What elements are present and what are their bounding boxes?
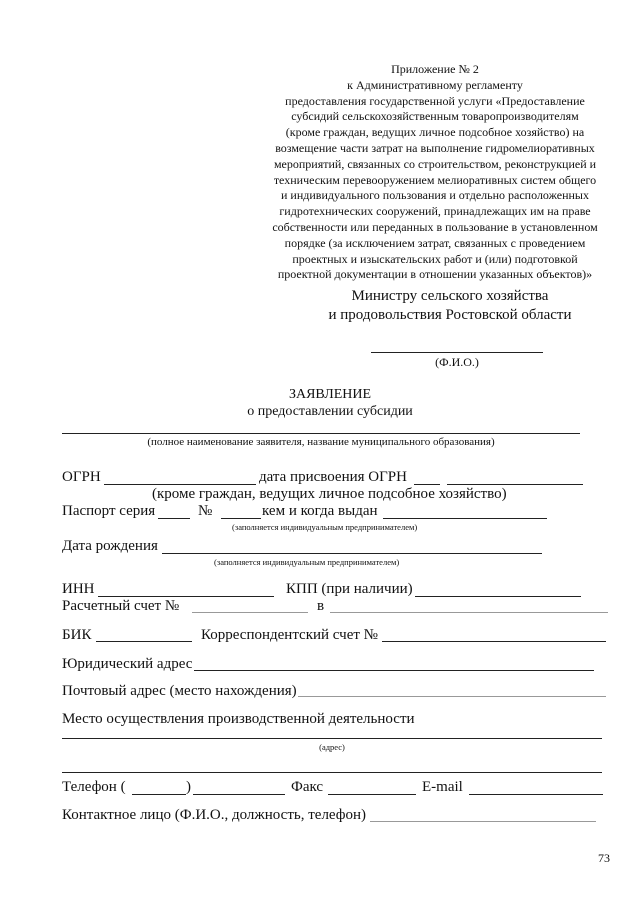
appendix-line: гидротехнических сооружений, принадлежащих им на праве bbox=[279, 204, 591, 219]
title-line-2: о предоставлении субсидии bbox=[247, 404, 413, 419]
corr-account-field[interactable] bbox=[382, 641, 606, 642]
appendix-line: к Административному регламенту bbox=[347, 77, 523, 92]
appendix-line: мероприятий, связанных со строительством, реконструкцией и bbox=[273, 156, 597, 171]
page-number: 73 bbox=[598, 851, 610, 865]
account-field[interactable] bbox=[192, 612, 308, 613]
account-bank-label: в bbox=[317, 598, 325, 614]
kpp-label: КПП (при наличии) bbox=[286, 581, 413, 597]
appendix-line: техническим перевооружением мелиоративных систем общего bbox=[273, 172, 597, 187]
address-hint: (адрес) bbox=[319, 742, 345, 752]
appendix-line: предоставления государственной услуги «Предоставление bbox=[285, 93, 585, 108]
contact-person-label: Контактное лицо (Ф.И.О., должность, телефон) bbox=[62, 807, 367, 823]
bik-field[interactable] bbox=[96, 641, 192, 642]
appendix-line: (кроме граждан, ведущих личное подсобное хозяйство) на bbox=[285, 125, 585, 140]
legal-address-field[interactable] bbox=[194, 670, 594, 671]
corr-account-label: Корреспондентский счет № bbox=[201, 627, 378, 643]
phone-code-field[interactable] bbox=[132, 794, 186, 795]
account-label: Расчетный счет № bbox=[62, 598, 180, 614]
passport-series-label: Паспорт серия bbox=[62, 503, 156, 519]
contact-person-field[interactable] bbox=[370, 821, 596, 822]
phone-label: Телефон ( bbox=[62, 779, 126, 795]
appendix-line: Приложение № 2 bbox=[391, 62, 479, 76]
fio-blank[interactable] bbox=[371, 352, 543, 353]
email-field[interactable] bbox=[469, 794, 603, 795]
activity-place-label: Место осуществления производственной деятельности bbox=[62, 711, 415, 727]
postal-address-field[interactable] bbox=[298, 696, 606, 697]
email-label: E-mail bbox=[422, 779, 463, 795]
appendix-line: проектных и изыскательских работ и (или) подготовкой bbox=[292, 251, 578, 266]
applicant-hint: (полное наименование заявителя, название муниципального образования) bbox=[147, 436, 495, 448]
appendix-line: и индивидуального пользования и отдельно расположенных bbox=[281, 188, 589, 203]
birth-date-hint: (заполняется индивидуальным предпринимателем) bbox=[214, 557, 400, 567]
addressee bbox=[300, 287, 600, 325]
appendix-header bbox=[250, 62, 620, 283]
applicant-name-blank[interactable] bbox=[62, 433, 580, 434]
document-title bbox=[200, 386, 460, 420]
passport-hint: (заполняется индивидуальным предпринимателем) bbox=[232, 522, 418, 532]
activity-address-field-2[interactable] bbox=[62, 772, 602, 773]
passport-number-label: № bbox=[198, 503, 213, 519]
phone-field[interactable] bbox=[193, 794, 285, 795]
appendix-line: возмещение части затрат на выполнение гидромелиоративных bbox=[275, 140, 595, 155]
postal-address-label: Почтовый адрес (место нахождения) bbox=[62, 683, 297, 699]
account-bank-field[interactable] bbox=[330, 612, 608, 613]
ogrn-label: ОГРН bbox=[62, 469, 101, 485]
fax-label: Факс bbox=[291, 779, 324, 795]
kpp-field[interactable] bbox=[415, 596, 581, 597]
phone-close-paren: ) bbox=[186, 779, 191, 795]
passport-issued-field[interactable] bbox=[383, 518, 547, 519]
birth-date-field[interactable] bbox=[162, 553, 542, 554]
title-line-1: ЗАЯВЛЕНИЕ bbox=[288, 387, 372, 402]
addressee-line-2: и продовольствия Ростовской области bbox=[328, 307, 572, 323]
appendix-line: субсидий сельскохозяйственным товаропроизводителям bbox=[291, 109, 579, 124]
inn-label: ИНН bbox=[62, 581, 95, 597]
passport-issued-label: кем и когда выдан bbox=[262, 503, 378, 519]
appendix-line: порядке (за исключением затрат, связанных с проведением bbox=[284, 235, 586, 250]
legal-address-label: Юридический адрес bbox=[62, 656, 193, 672]
ogrn-note: (кроме граждан, ведущих личное подсобное хозяйство) bbox=[152, 486, 507, 502]
fio-hint: (Ф.И.О.) bbox=[435, 355, 479, 369]
passport-series-field[interactable] bbox=[158, 518, 190, 519]
addressee-line-1: Министру сельского хозяйства bbox=[351, 288, 549, 304]
passport-number-field[interactable] bbox=[221, 518, 261, 519]
birth-date-label: Дата рождения bbox=[62, 538, 158, 554]
activity-address-field[interactable] bbox=[62, 738, 602, 739]
bik-label: БИК bbox=[62, 627, 92, 643]
fax-field[interactable] bbox=[328, 794, 416, 795]
ogrn-date-label: дата присвоения ОГРН bbox=[259, 469, 407, 485]
appendix-line: собственности или переданных в пользование в установленном bbox=[272, 219, 598, 234]
appendix-line: проектной документации в отношении указанных объектов)» bbox=[277, 267, 593, 282]
